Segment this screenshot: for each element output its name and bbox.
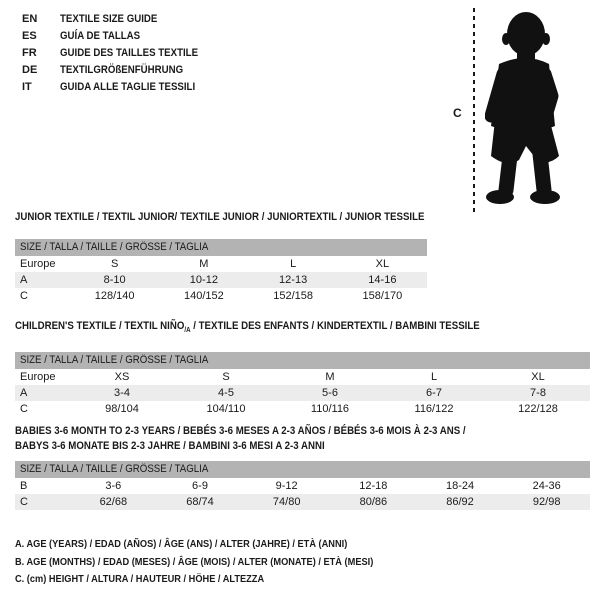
section-title-line (15, 439, 555, 454)
section-childrens-textile (15, 319, 590, 417)
size-header-text: SIZE / TALLA / TAILLE / GRÖSSE / TAGLIA (20, 354, 209, 367)
row-label: C (20, 290, 28, 302)
language-row (22, 62, 217, 79)
legend-line (15, 536, 422, 554)
row-value-cell: 18-24 (445, 480, 475, 492)
table-row (15, 256, 427, 272)
row-value-cell: L (290, 258, 297, 270)
row-value-cell: 4-5 (218, 387, 234, 400)
section-title (15, 424, 555, 454)
table-row (15, 288, 427, 304)
table-row (15, 385, 590, 401)
section-title (15, 210, 427, 225)
language-row (22, 79, 217, 96)
language-list (22, 11, 217, 96)
language-row (22, 45, 217, 62)
legend-line-text: B. AGE (MONTHS) / EDAD (MESES) / ÂGE (MOIS) / ALTER (MONATE) / ETÀ (MESI) (15, 555, 374, 568)
language-row (22, 28, 217, 45)
row-value-cell: 98/104 (105, 403, 139, 416)
row-label: C (20, 496, 28, 508)
section-title-text: JUNIOR TEXTILE / TEXTIL JUNIOR/ TEXTILE JUNIOR / JUNIORTEXTIL / JUNIOR TESSILE (15, 211, 425, 223)
language-title: GUIDE DES TAILLES TEXTILE (60, 47, 199, 59)
row-value-cell: 140/152 (183, 290, 224, 302)
section-title-line (15, 424, 555, 439)
section-title-text: BABYS 3-6 MONATE BIS 2-3 JAHRE / BAMBINI 3-6 MESI A 2-3 ANNI (15, 440, 325, 452)
row-value-cell: 6-9 (192, 480, 208, 492)
height-measure-label: C (453, 106, 462, 120)
row-value-cell: 152/158 (273, 290, 313, 302)
table-row (15, 401, 590, 417)
title-pre: CHILDREN'S TEXTILE / TEXTIL NIÑO (15, 320, 185, 332)
row-value-cell: 5-6 (322, 387, 338, 400)
row-value-cell: XL (531, 371, 545, 384)
row-value-cell: 12-13 (279, 274, 308, 286)
row-value-cell: 12-18 (359, 480, 388, 492)
row-label: Europe (20, 371, 56, 384)
language-code: ES (22, 30, 37, 42)
section-title-text (15, 319, 480, 338)
row-value-cell: 68/74 (186, 496, 214, 508)
row-value-cell: 116/122 (414, 403, 454, 416)
section-title-text: BABIES 3-6 MONTH TO 2-3 YEARS / BEBÉS 3-6 MESES A 2-3 AÑOS / BÉBÉS 3-6 MOIS À 2-3 ANS / (15, 425, 466, 437)
row-value-cell: S (222, 371, 230, 384)
row-value-cell: 14-16 (368, 274, 397, 286)
title-post: / TEXTILE DES ENFANTS / KINDERTEXTIL / BAMBINI TESSILE (190, 320, 480, 332)
row-value-cell: 3-4 (114, 387, 130, 400)
section-babies-textile (15, 424, 590, 510)
row-value-cell: 92/98 (532, 496, 561, 508)
legend-line-text: A. AGE (YEARS) / EDAD (AÑOS) / ÂGE (ANS) / ALTER (JAHRE) / ETÀ (ANNI) (15, 538, 348, 550)
row-value-cell: XS (114, 371, 130, 384)
row-label: B (20, 480, 28, 492)
row-value-cell: 158/170 (362, 290, 403, 302)
language-code: DE (22, 64, 38, 76)
title-subscript: /A (184, 327, 191, 335)
row-value-cell: L (430, 371, 438, 384)
row-value-cell: 10-12 (189, 274, 218, 286)
language-code: IT (22, 81, 32, 93)
toddler-silhouette-image (485, 8, 569, 208)
size-header-bar (15, 461, 590, 478)
row-value-cell: 110/116 (310, 403, 350, 416)
row-value-cell: 6-7 (426, 387, 442, 400)
language-title: TEXTILE SIZE GUIDE (60, 13, 158, 25)
language-code: FR (22, 47, 37, 59)
table-row (15, 369, 590, 385)
row-value-cell: 62/68 (99, 496, 128, 508)
size-header-text: SIZE / TALLA / TAILLE / GRÖSSE / TAGLIA (20, 463, 209, 475)
row-value-cell: 74/80 (272, 496, 301, 508)
row-value-cell: 24-36 (532, 480, 561, 492)
table-row (15, 494, 590, 510)
row-label: A (20, 387, 28, 400)
language-row (22, 11, 217, 28)
legend-line (15, 571, 422, 589)
legend (15, 536, 422, 589)
legend-line-text: C. (cm) HEIGHT / ALTURA / HAUTEUR / HÖHE / ALTEZZA (15, 573, 265, 585)
row-label: Europe (20, 258, 56, 270)
section-title (15, 319, 590, 338)
row-value-cell: 9-12 (275, 480, 298, 492)
row-value-cell: 122/128 (518, 403, 558, 416)
row-value-cell: 104/110 (206, 403, 246, 416)
language-title: GUÍA DE TALLAS (60, 30, 141, 42)
row-value-cell: M (199, 258, 209, 270)
row-value-cell: 3-6 (105, 480, 122, 492)
row-value-cell: 128/140 (94, 290, 135, 302)
row-label: A (20, 274, 28, 286)
language-code: EN (22, 13, 38, 25)
size-header-text: SIZE / TALLA / TAILLE / GRÖSSE / TAGLIA (20, 241, 209, 253)
row-value-cell: 8-10 (103, 274, 126, 286)
height-measure-line (473, 8, 475, 213)
row-label: C (20, 403, 28, 416)
language-title: GUIDA ALLE TAGLIE TESSILI (60, 81, 196, 93)
legend-line (15, 554, 422, 572)
section-junior-textile (15, 210, 427, 304)
row-value-cell: 7-8 (530, 387, 546, 400)
size-header-bar (15, 239, 427, 256)
row-value-cell: S (110, 258, 119, 270)
row-value-cell: XL (375, 258, 390, 270)
row-value-cell: 86/92 (446, 496, 474, 508)
table-row (15, 478, 590, 494)
row-value-cell: M (325, 371, 335, 384)
table-row (15, 272, 427, 288)
language-title: TEXTILGRÖßENFÜHRUNG (60, 64, 184, 76)
row-value-cell: 80/86 (359, 496, 388, 508)
size-header-bar (15, 352, 590, 369)
